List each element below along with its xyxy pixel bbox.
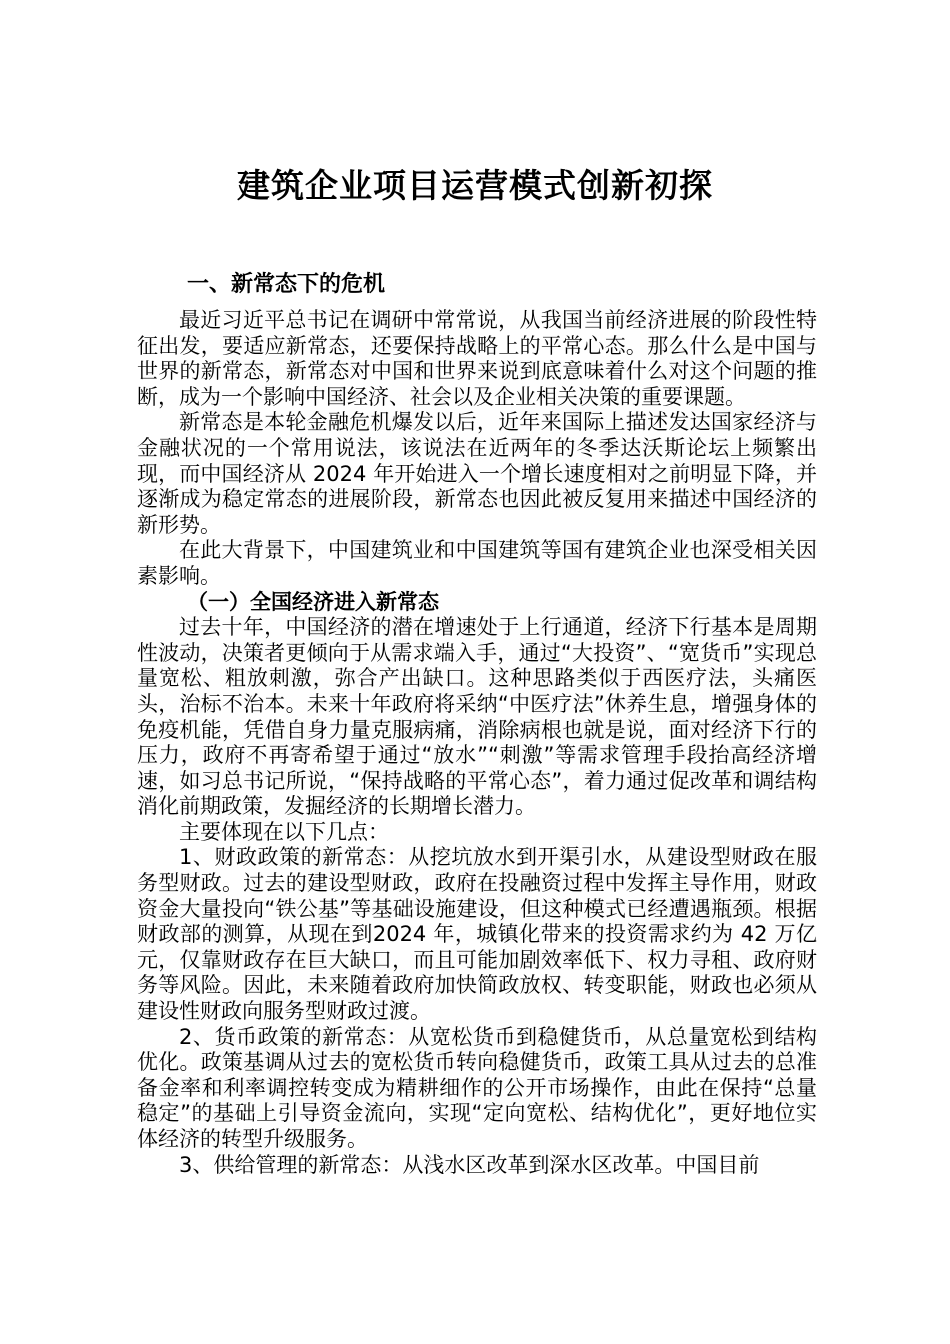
paragraph: 3、供给管理的新常态：从浅水区改革到深水区改革。中国目前 <box>179 1152 760 1177</box>
paragraph: 过去十年，中国经济的潜在增速处于上行通道，经济下行基本是周期性波动，决策者更倾向于从需求端入手，通过“大投资”、“宽货币”实现总量宽松、粗放刺激，弥合产出缺口。这种思路类似于西医疗法，头痛医头，治标不治本。未来十年政府将采纳“中医疗法”休养生息，增强身体的免疫机能，凭借自身力量克服病痛，消除病根也就是说，面对经济下行的压力，政府不再寄希望于通过“放水”“刺激”等需求管理手段抬高经济增速，如习总书记所说，“保持战略的平常心态”，着力通过促改革和调结构消化前期政策，发掘经济的长期增长潜力。 <box>137 615 817 819</box>
paragraph: 1、财政政策的新常态：从挖坑放水到开渠引水，从建设型财政在服务型财政。过去的建设型财政，政府在投融资过程中发挥主导作用，财政资金大量投向“铁公基”等基础设施建设，但这种模式已经遭遇瓶颈。根据财政部的测算，从现在到2024 年，城镇化带来的投资需求约为 42 万亿元，仅靠财政存在巨大缺口，而且可能加剧效率低下、权力寻租、政府财务等风险。因此，未来随着政府加快简政放权、转变职能，财政也必须从建设性财政向服务型财政过渡。 <box>137 845 817 1024</box>
paragraph: 主要体现在以下几点： <box>179 819 389 844</box>
document-body <box>137 270 817 1178</box>
paragraph: 最近习近平总书记在调研中常常说，从我国当前经济进展的阶段性特征出发，要适应新常态，还要保持战略上的平常心态。那么什么是中国与世界的新常态，新常态对中国和世界来说到底意味着什么对这个问题的推断，成为一个影响中国经济、社会以及企业相关决策的重要课题。 <box>137 308 817 409</box>
subsection-heading: （一）全国经济进入新常态 <box>187 589 439 614</box>
paragraph: 2、货币政策的新常态：从宽松货币到稳健货币，从总量宽松到结构优化。政策基调从过去的宽松货币转向稳健货币，政策工具从过去的总准备金率和利率调控转变成为精耕细作的公开市场操作，由此在保持“总量稳定”的基础上引导资金流向，实现“定向宽松、结构优化”，更好地位实体经济的转型升级服务。 <box>137 1024 817 1151</box>
section-heading: 一、新常态下的危机 <box>187 272 386 297</box>
document-title: 建筑企业项目运营模式创新初探 <box>237 166 713 205</box>
paragraph: 在此大背景下，中国建筑业和中国建筑等国有建筑企业也深受相关因素影响。 <box>137 538 817 588</box>
paragraph: 新常态是本轮金融危机爆发以后，近年来国际上描述发达国家经济与金融状况的一个常用说法，该说法在近两年的冬季达沃斯论坛上频繁出现，而中国经济从 2024 年开始进入一个增长速度相对之前明显下降，并逐渐成为稳定常态的进展阶段，新常态也因此被反复用来描述中国经济的新形势。 <box>137 410 817 537</box>
